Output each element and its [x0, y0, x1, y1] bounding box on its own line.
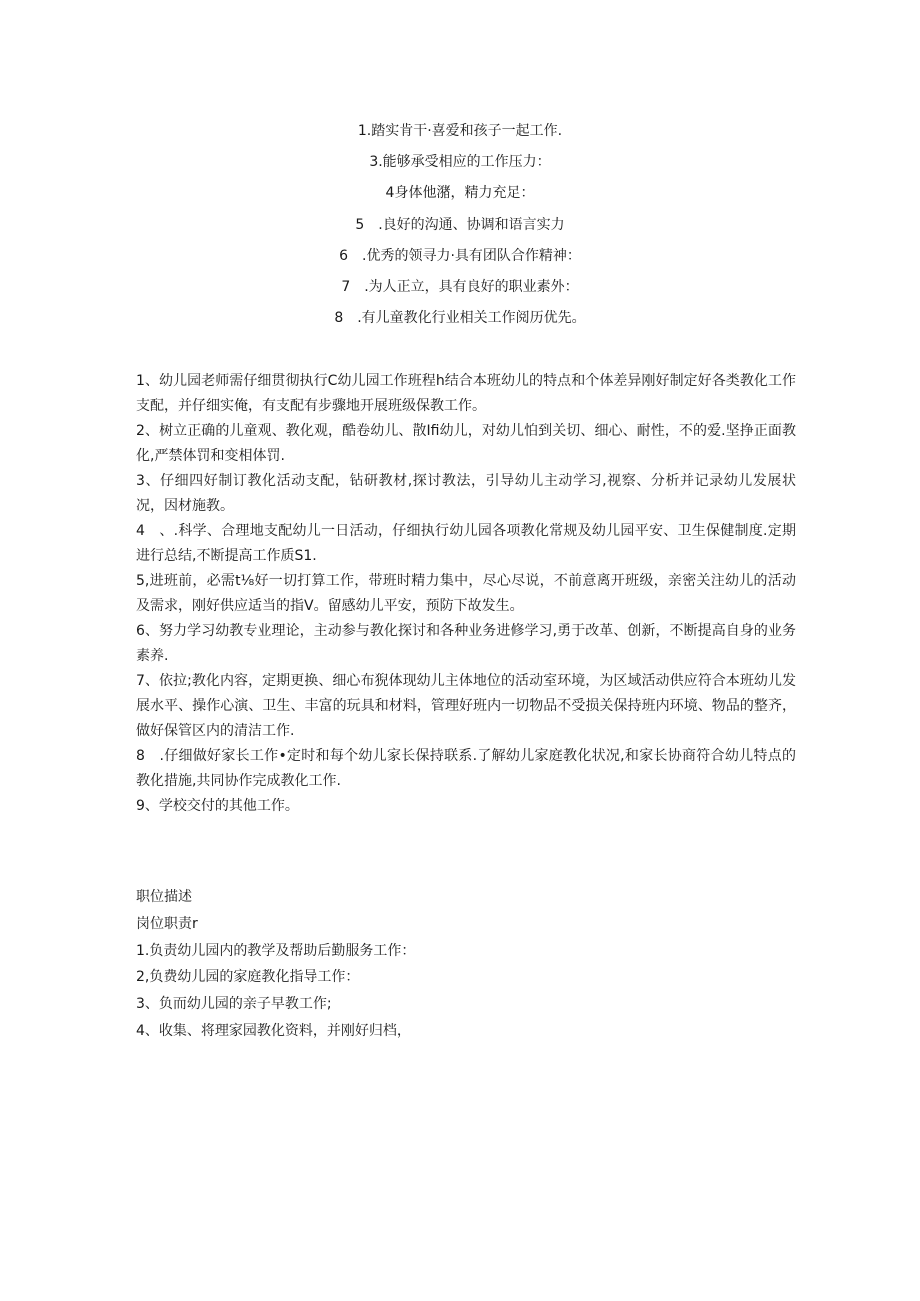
requirement-item: 1.踏实肯干·喜爱和孩子一起工作.: [357, 123, 563, 139]
section-subheading: 岗位职责r: [136, 915, 198, 932]
section-heading: 职位描述: [136, 889, 192, 905]
duty-paragraph: 9、学校交付的其他工作。: [136, 798, 299, 814]
requirements-list: [0, 116, 920, 334]
duty-paragraph: 4 、.科学、合理地支配幼儿一日活动，仔细执行幼儿园各项教化常规及幼儿园平安、卫生保健制度.定期进行总结,不断提高工作质S1.: [136, 523, 796, 564]
job-description-section: [136, 884, 796, 1045]
requirement-item: 5 .良好的沟通、协调和语言实力: [355, 216, 565, 233]
requirement-item: 4身体他潴，精力充足：: [385, 185, 535, 202]
duty-paragraph: 8 .仔细做好家长工作•定时和每个幼儿家长保持联系.了解幼儿家庭教化状况,和家长协商符合幼儿特点的教化措施,共同协作完成教化工作.: [136, 748, 796, 789]
responsibility-item: 4、收集、将理家园教化资料，并刚好归档，: [136, 1022, 411, 1039]
responsibility-item: 2,负费幼儿园的家庭教化指导工作：: [136, 969, 360, 986]
duty-paragraph: 3、仔细四好制订教化活动支配，钻研教材,探讨教法，引导幼儿主动学习,视察、分析并记录幼儿发展状况，因材施教。: [136, 473, 796, 514]
requirement-item: 8 .有儿童教化行业相关工作阅历优先。: [334, 310, 586, 327]
requirement-item: 3.能够承受相应的工作压力：: [369, 154, 551, 171]
requirement-item: 7 .为人正立，具有良好的职业素外：: [341, 278, 579, 295]
duty-paragraph: 1、幼儿园老师需仔细贯彻执行C幼儿园工作班程h结合本班幼儿的特点和个体差异刚好制定好各类教化工作支配，并仔细实俺，有支配有步骤地开展班级保教工作。: [136, 373, 796, 414]
requirement-item: 6 .优秀的领寻力·具有团队合作精神：: [339, 247, 581, 264]
duties-list: [136, 369, 796, 819]
duty-paragraph: 2、树立正确的儿童观、教化观，酷卷幼儿、散Ifi幼儿，对幼儿怕到关切、细心、耐性，不的爱.坚挣正面教化,严禁体罚和变相体罚.: [136, 423, 796, 464]
responsibility-item: 1.负责幼儿园内的教学及帮助后勤服务工作：: [136, 942, 416, 959]
duty-paragraph: 7、依拉;教化内容，定期更换、细心布猊体现幼儿主体地位的活动室环境，为区域活动供应符合本班幼儿发展水平、操作心演、卫生、丰富的玩具和材料，管理好班内一切物品不受损关保持班内环境、物品的整齐，做好保管区内的清洁工作.: [136, 673, 796, 739]
duty-paragraph: 6、努力学习幼教专业理论，主动参与教化探讨和各种业务进修学习,勇于改革、创新，不断提高自身的业务素养.: [136, 623, 796, 664]
responsibility-item: 3、负而幼儿园的亲子早教工作;: [136, 996, 332, 1013]
duty-paragraph: 5,进班前，必需t⅛好一切打算工作，带班时精力集中，尽心尽说，不前意离开班级，亲密关注幼儿的活动及需求，刚好供应适当的指V。留感幼儿平安，预防下故发生。: [136, 573, 796, 614]
